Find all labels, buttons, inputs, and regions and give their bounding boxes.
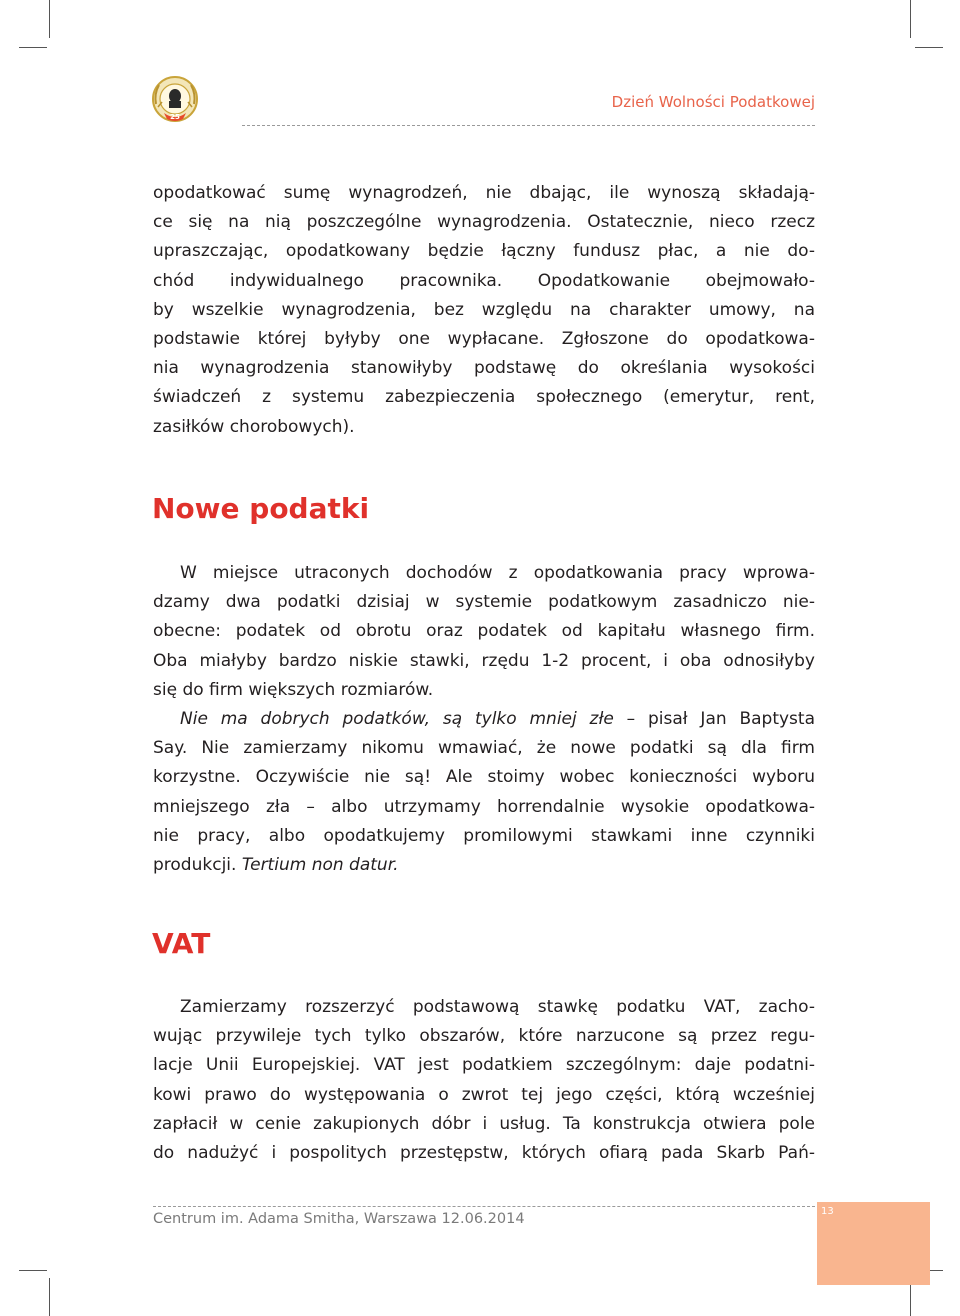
text-line: chód indywidualnego pracownika. Opodatkowanie obejmowało- xyxy=(153,270,815,291)
crop-mark xyxy=(49,0,50,38)
text-line: by wszelkie wynagrodzenia, bez względu na charakter umowy, na xyxy=(153,299,815,320)
text-span: produkcji. xyxy=(153,855,242,876)
crop-mark xyxy=(915,47,943,48)
vat-body xyxy=(153,993,815,1168)
text-line: opodatkować sumę wynagrodzeń, nie dbając, ile wynoszą składają- xyxy=(153,183,815,203)
header-divider xyxy=(242,125,815,126)
text-line: obecne: podatek od obrotu oraz podatek od kapitału własnego firm. xyxy=(153,621,815,642)
nowe-podatki-body xyxy=(153,559,815,880)
text-line: kowi prawo do występowania o zwrot tej jego części, którą wcześniej xyxy=(153,1084,815,1105)
quote-line xyxy=(153,705,815,734)
text-line: Oba miałyby bardzo niskie stawki, rzędu 1-2 procent, i oba odnosiłyby xyxy=(153,650,815,671)
text-line: nie pracy, albo opodatkujemy promilowymi stawkami inne czynniki xyxy=(153,825,815,846)
crop-mark xyxy=(910,0,911,38)
text-line: zapłacił w cenie zakupionych dóbr i usług. Ta konstrukcja otwiera pole xyxy=(153,1113,815,1134)
text-line: upraszczając, opodatkowany będzie łączny fundusz płac, a nie do- xyxy=(153,241,815,262)
crop-mark xyxy=(19,1270,47,1271)
text-line: ce się na nią poszczególne wynagrodzenia. Ostatecznie, nieco rzecz xyxy=(153,212,815,233)
text-line: nia wynagrodzenia stanowiłyby podstawę do określania wysokości xyxy=(153,358,815,379)
page-number: 13 xyxy=(821,1206,834,1217)
section-heading-nowe-podatki: Nowe podatki xyxy=(152,492,370,525)
text-line: korzystne. Oczywiście nie są! Ale stoimy wobec konieczności wyboru xyxy=(153,767,815,788)
text-line xyxy=(153,851,815,880)
text-line: się do firm większych rozmiarów. xyxy=(153,679,434,700)
quote-attribution: – pisał Jan Baptysta xyxy=(613,709,815,730)
text-line: dzamy dwa podatki dzisiaj w systemie podatkowym zasadniczo nie- xyxy=(153,592,815,613)
header-title: Dzień Wolności Podatkowej xyxy=(611,93,815,111)
quote: Nie ma dobrych podatków, są tylko mniej złe xyxy=(180,709,614,730)
text-line: świadczeń z systemu zabezpieczenia społecznego (emerytur, rent, xyxy=(153,387,815,408)
text-line: Zamierzamy rozszerzyć podstawową stawkę podatku VAT, zacho- xyxy=(180,997,815,1017)
footer-divider xyxy=(153,1206,815,1207)
section-heading-vat: VAT xyxy=(152,927,211,960)
text-line: zasiłków chorobowych). xyxy=(153,416,355,437)
text-line: W miejsce utraconych dochodów z opodatkowania pracy wprowa- xyxy=(180,563,815,583)
footer-text: Centrum im. Adama Smitha, Warszawa 12.06.2014 xyxy=(153,1211,525,1227)
logo-year: 25 xyxy=(170,113,180,121)
logo xyxy=(150,74,200,126)
text-line: podstawie której byłyby one wypłacane. Zgłoszone do opodatkowa- xyxy=(153,329,815,350)
text-line: Say. Nie zamierzamy nikomu wmawiać, że nowe podatki są dla firm xyxy=(153,738,815,759)
page-number-box xyxy=(817,1202,930,1285)
text-line: lacje Unii Europejskiej. VAT jest podatkiem szczególnym: daje podatni- xyxy=(153,1055,815,1076)
intro-paragraph xyxy=(153,179,815,442)
latin-phrase: Tertium non datur. xyxy=(241,855,399,876)
text-line: mniejszego zła – albo utrzymamy horrendalnie wysokie opodatkowa- xyxy=(153,796,815,817)
text-line: wując przywileje tych tylko obszarów, które narzucone są przez regu- xyxy=(153,1026,815,1047)
text-line: do nadużyć i pospolitych przestępstw, których ofiarą pada Skarb Pań- xyxy=(153,1143,815,1164)
crop-mark xyxy=(49,1278,50,1316)
crop-mark xyxy=(19,47,47,48)
